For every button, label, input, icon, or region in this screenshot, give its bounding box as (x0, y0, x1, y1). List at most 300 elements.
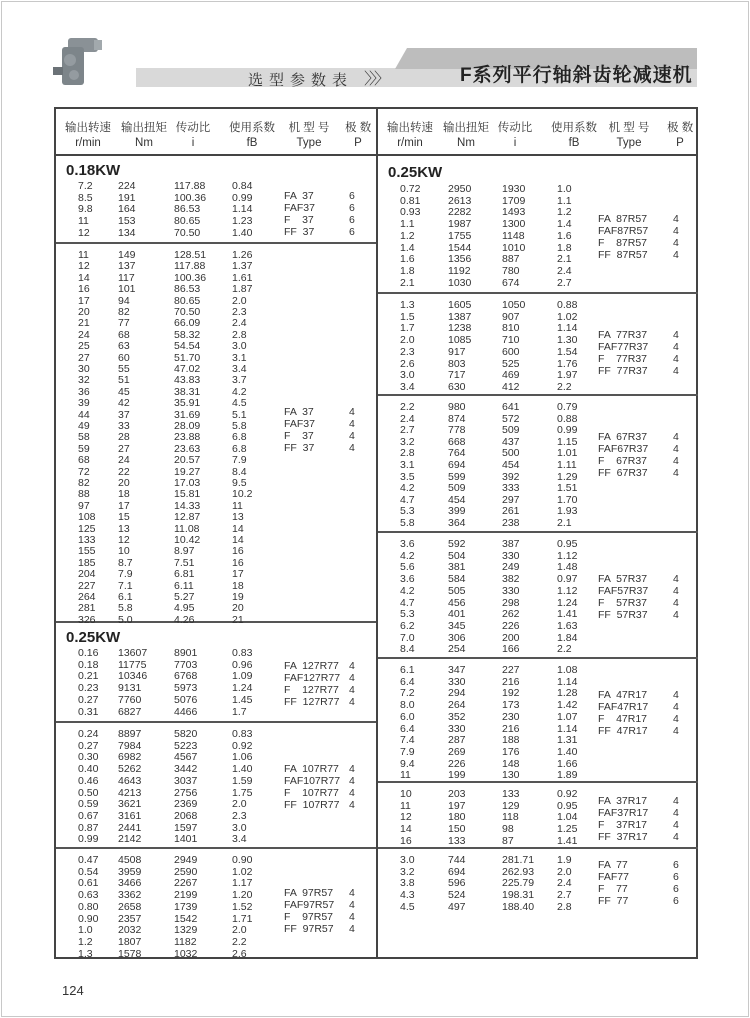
cell-torque: 3466 (118, 877, 142, 890)
header-type-label: 机 型 号 (288, 122, 330, 134)
power-group (56, 849, 376, 959)
cell-service-factor: 1.40 (557, 745, 578, 758)
model-type: F 127R77 (284, 684, 339, 696)
cell-speed: 16 (78, 283, 90, 296)
model-type: FAF107R77 (284, 775, 341, 787)
cell-ratio: 86.53 (174, 203, 201, 216)
model-type: F 67R37 (598, 455, 648, 467)
cell-speed: 3.6 (400, 538, 415, 550)
cell-service-factor: 1.26 (232, 249, 253, 261)
cell-service-factor: 1.04 (557, 811, 578, 824)
model-poles: 4 (673, 831, 679, 843)
model-type: FA 67R37 (598, 431, 648, 443)
cell-speed: 4.2 (400, 549, 415, 562)
cell-service-factor: 4.2 (232, 385, 247, 398)
model-type: FF 77 (598, 895, 629, 907)
cell-service-factor: 2.6 (232, 947, 247, 960)
cell-speed: 0.23 (78, 682, 99, 695)
cell-service-factor: 2.0 (557, 865, 572, 878)
cell-service-factor: 16 (232, 545, 244, 558)
cell-torque: 226 (448, 757, 466, 770)
cell-speed: 2.3 (400, 345, 415, 358)
cell-ratio: 261 (502, 505, 520, 518)
cell-service-factor: 1.76 (557, 357, 578, 370)
model-poles: 4 (349, 696, 355, 708)
cell-speed: 3.0 (400, 854, 415, 866)
model-type: F 37R17 (598, 819, 648, 831)
cell-torque: 287 (448, 734, 466, 747)
cell-service-factor: 1.24 (557, 596, 578, 609)
cell-ratio: 166 (502, 643, 520, 656)
model-poles: 6 (349, 202, 355, 214)
cell-service-factor: 1.63 (557, 619, 578, 632)
model-poles: 4 (673, 701, 679, 713)
cell-ratio: 28.09 (174, 420, 201, 432)
cell-torque: 101 (118, 283, 136, 296)
cell-torque: 1987 (448, 218, 472, 231)
cell-speed: 0.31 (78, 705, 99, 718)
cell-ratio: 1597 (174, 821, 198, 834)
cell-service-factor: 1.11 (557, 459, 577, 471)
cell-torque: 42 (118, 397, 130, 410)
model-type: FF 127R77 (284, 696, 340, 708)
cell-ratio: 382 (502, 573, 520, 586)
cell-torque: 5.0 (118, 613, 133, 626)
cell-torque: 180 (448, 811, 466, 824)
cell-speed: 1.5 (400, 310, 415, 323)
cell-torque: 37 (118, 408, 130, 421)
cell-ratio: 58.32 (174, 328, 201, 341)
cell-service-factor: 1.20 (232, 889, 253, 902)
cell-speed: 0.27 (78, 693, 99, 706)
cell-service-factor: 1.66 (557, 757, 578, 770)
header-service-factor-label: 使用系数 (551, 122, 597, 134)
model-type: FF 37 (284, 442, 315, 454)
model-poles: 4 (673, 213, 679, 225)
cell-service-factor: 6.8 (232, 431, 247, 444)
model-type: FA 97R57 (284, 887, 334, 899)
cell-ratio: 8901 (174, 647, 198, 659)
cell-ratio: 1010 (502, 241, 526, 254)
cell-service-factor: 1.1 (557, 194, 572, 207)
cell-service-factor: 0.95 (557, 538, 578, 550)
model-type: FF 97R57 (284, 923, 334, 935)
cell-torque: 504 (448, 549, 466, 562)
cell-service-factor: 0.83 (232, 647, 253, 659)
cell-torque: 10 (118, 545, 130, 558)
cell-speed: 7.2 (400, 687, 415, 700)
header-service-factor-label: 使用系数 (229, 122, 275, 134)
power-group (56, 723, 376, 849)
cell-speed: 0.24 (78, 728, 99, 740)
gear-reducer-image (50, 35, 110, 87)
model-type: FA 37 (284, 406, 314, 418)
cell-ratio: 907 (502, 310, 520, 323)
cell-speed: 4.2 (400, 482, 415, 495)
cell-speed: 12 (78, 226, 90, 239)
cell-service-factor: 18 (232, 579, 244, 592)
cell-service-factor: 3.0 (232, 821, 247, 834)
cell-torque: 454 (448, 493, 466, 506)
header-poles-unit: P (676, 137, 684, 149)
model-type: FAF77 (598, 871, 629, 883)
header-torque-label: 输出扭矩 (121, 122, 167, 134)
cell-torque: 2441 (118, 821, 142, 834)
cell-service-factor: 1.25 (557, 823, 578, 836)
cell-ratio: 47.02 (174, 363, 201, 375)
cell-ratio: 23.88 (174, 431, 201, 444)
cell-torque: 1578 (118, 947, 142, 960)
cell-torque: 28 (118, 431, 130, 444)
cell-ratio: 297 (502, 493, 520, 506)
cell-speed: 0.50 (78, 786, 99, 799)
cell-service-factor: 1.42 (557, 699, 578, 712)
cell-speed: 30 (78, 363, 90, 375)
cell-service-factor: 0.84 (232, 180, 253, 192)
model-poles: 4 (673, 431, 679, 443)
cell-torque: 497 (448, 900, 466, 913)
header-poles-label: 极 数 (345, 122, 372, 134)
model-type: FA 77 (598, 859, 628, 871)
cell-ratio: 8.97 (174, 545, 195, 558)
cell-ratio: 200 (502, 631, 520, 644)
cell-speed: 4.3 (400, 889, 415, 902)
cell-torque: 197 (448, 799, 466, 812)
model-type: F 77R37 (598, 353, 648, 365)
cell-speed: 3.0 (400, 369, 415, 382)
cell-ratio: 11.08 (174, 522, 200, 535)
cell-ratio: 66.09 (174, 317, 201, 330)
cell-ratio: 262.93 (502, 865, 535, 878)
cell-service-factor: 0.88 (557, 299, 578, 311)
cell-torque: 294 (448, 687, 466, 700)
cell-speed: 4.7 (400, 493, 415, 506)
cell-service-factor: 1.7 (232, 705, 247, 718)
power-group (56, 623, 376, 723)
model-poles: 4 (349, 775, 355, 787)
cell-torque: 13 (118, 522, 130, 535)
model-poles: 6 (349, 214, 355, 226)
cell-torque: 1807 (118, 935, 142, 948)
cell-speed: 227 (78, 579, 96, 592)
model-poles: 4 (349, 787, 355, 799)
cell-ratio: 887 (502, 253, 520, 266)
model-poles: 4 (349, 672, 355, 684)
model-type: F 37 (284, 214, 314, 226)
cell-speed: 21 (78, 317, 90, 330)
cell-service-factor: 1.70 (557, 493, 578, 506)
model-poles: 4 (673, 573, 679, 585)
cell-ratio: 35.91 (174, 397, 201, 410)
cell-speed: 9.4 (400, 757, 415, 770)
cell-torque: 3959 (118, 865, 142, 878)
cell-speed: 49 (78, 420, 90, 432)
cell-speed: 6.4 (400, 675, 415, 688)
model-poles: 4 (349, 406, 355, 418)
cell-speed: 1.8 (400, 264, 415, 277)
cell-speed: 0.61 (78, 877, 99, 890)
cell-torque: 694 (448, 865, 466, 878)
cell-torque: 2032 (118, 924, 142, 937)
cell-service-factor: 1.37 (232, 260, 253, 273)
cell-ratio: 5.27 (174, 591, 195, 603)
cell-torque: 134 (118, 226, 136, 239)
cell-torque: 980 (448, 401, 466, 413)
cell-torque: 599 (448, 470, 466, 483)
cell-speed: 6.2 (400, 619, 415, 632)
model-type: FAF57R37 (598, 585, 649, 597)
cell-ratio: 333 (502, 482, 520, 495)
cell-ratio: 38.31 (174, 385, 201, 398)
cell-torque: 509 (448, 482, 466, 495)
cell-ratio: 6.11 (174, 579, 194, 592)
cell-service-factor: 1.14 (232, 203, 253, 216)
cell-torque: 347 (448, 664, 466, 676)
cell-service-factor: 2.4 (557, 264, 572, 277)
cell-service-factor: 2.8 (232, 328, 247, 341)
cell-speed: 8.0 (400, 699, 415, 712)
cell-speed: 0.87 (78, 821, 99, 834)
cell-service-factor: 6.8 (232, 442, 247, 455)
model-poles: 4 (349, 418, 355, 430)
cell-torque: 8897 (118, 728, 142, 740)
model-type: FA 77R37 (598, 329, 648, 341)
cell-service-factor: 0.92 (557, 788, 578, 800)
cell-ratio: 1542 (174, 912, 198, 925)
cell-service-factor: 1.41 (557, 608, 578, 621)
cell-speed: 0.67 (78, 809, 99, 822)
model-type: F 97R57 (284, 911, 334, 923)
cell-torque: 330 (448, 675, 466, 688)
cell-torque: 33 (118, 420, 130, 432)
cell-service-factor: 1.84 (557, 631, 578, 644)
cell-service-factor: 1.89 (557, 769, 578, 782)
model-poles: 4 (673, 609, 679, 621)
model-type: FAF37 (284, 418, 315, 430)
cell-speed: 0.54 (78, 865, 99, 878)
cell-speed: 3.6 (400, 573, 415, 586)
cell-torque: 505 (448, 584, 466, 597)
cell-torque: 4213 (118, 786, 142, 799)
cell-speed: 4.7 (400, 596, 415, 609)
model-type: FF 47R17 (598, 725, 648, 737)
power-group (378, 533, 698, 659)
cell-service-factor: 2.3 (232, 306, 247, 318)
cell-speed: 59 (78, 442, 90, 455)
cell-service-factor: 3.4 (232, 363, 247, 375)
cell-speed: 326 (78, 613, 96, 626)
cell-speed: 2.6 (400, 357, 415, 370)
cell-torque: 153 (118, 215, 136, 228)
cell-torque: 27 (118, 442, 130, 455)
cell-ratio: 216 (502, 722, 520, 735)
model-type: FF 77R37 (598, 365, 648, 377)
model-poles: 4 (349, 911, 355, 923)
cell-service-factor: 17 (232, 568, 244, 581)
cell-service-factor: 9.5 (232, 477, 247, 489)
table-left-half (56, 156, 376, 959)
model-type: F 87R57 (598, 237, 648, 249)
cell-speed: 39 (78, 397, 90, 410)
cell-torque: 1544 (448, 241, 472, 254)
cell-torque: 51 (118, 374, 130, 387)
cell-service-factor: 2.7 (557, 276, 572, 289)
cell-torque: 9131 (118, 682, 142, 695)
cell-torque: 592 (448, 538, 466, 550)
model-type: F 77 (598, 883, 628, 895)
cell-service-factor: 2.4 (557, 877, 572, 890)
model-poles: 4 (673, 455, 679, 467)
model-type: FA 107R77 (284, 763, 339, 775)
cell-speed: 0.21 (78, 670, 99, 683)
cell-service-factor: 10.2 (232, 488, 253, 501)
cell-ratio: 392 (502, 470, 520, 483)
chevrons-icon: 〉〉〉 (364, 71, 388, 88)
cell-torque: 1755 (448, 229, 472, 242)
cell-service-factor: 1.8 (557, 241, 572, 254)
cell-ratio: 281.71 (502, 854, 535, 866)
header-torque-unit: Nm (457, 137, 475, 149)
cell-speed: 185 (78, 556, 96, 569)
cell-ratio: 87 (502, 834, 514, 847)
cell-torque: 264 (448, 699, 466, 712)
cell-torque: 6.1 (118, 591, 133, 603)
cell-torque: 199 (448, 769, 466, 782)
cell-ratio: 117.88 (174, 180, 206, 192)
cell-ratio: 1401 (174, 833, 198, 846)
model-poles: 4 (349, 899, 355, 911)
cell-speed: 264 (78, 591, 96, 603)
cell-speed: 0.40 (78, 763, 99, 776)
model-type: FF 57R37 (598, 609, 648, 621)
power-heading: 0.25KW (66, 629, 121, 646)
cell-ratio: 437 (502, 435, 520, 448)
cell-torque: 3621 (118, 798, 142, 811)
cell-torque: 803 (448, 357, 466, 370)
cell-ratio: 674 (502, 276, 520, 289)
cell-torque: 22 (118, 465, 130, 478)
cell-service-factor: 1.2 (557, 206, 572, 219)
cell-ratio: 118 (502, 811, 519, 824)
cell-ratio: 188 (502, 734, 520, 747)
cell-torque: 3362 (118, 889, 142, 902)
model-poles: 4 (673, 807, 679, 819)
model-type: FAF127R77 (284, 672, 341, 684)
cell-ratio: 7.51 (174, 556, 195, 569)
cell-ratio: 192 (502, 687, 520, 700)
cell-speed: 1.2 (400, 229, 415, 242)
cell-torque: 12 (118, 534, 130, 546)
cell-speed: 0.18 (78, 658, 99, 671)
model-type: FA 37R17 (598, 795, 648, 807)
cell-torque: 7760 (118, 693, 142, 706)
power-heading: 0.25KW (388, 164, 443, 181)
cell-service-factor: 16 (232, 556, 244, 569)
cell-ratio: 128.51 (174, 249, 207, 261)
cell-service-factor: 1.08 (557, 664, 578, 676)
model-type: FAF77R37 (598, 341, 649, 353)
model-poles: 4 (349, 887, 355, 899)
cell-torque: 4643 (118, 774, 142, 787)
cell-service-factor: 1.51 (557, 482, 578, 495)
model-poles: 6 (673, 895, 679, 907)
cell-service-factor: 0.97 (557, 573, 578, 586)
cell-speed: 4.5 (400, 900, 415, 913)
cell-service-factor: 2.2 (557, 643, 572, 656)
cell-speed: 5.3 (400, 608, 415, 621)
cell-service-factor: 1.30 (557, 334, 578, 347)
cell-ratio: 117.88 (174, 260, 206, 273)
model-poles: 4 (673, 341, 679, 353)
cell-service-factor: 8.4 (232, 465, 247, 478)
cell-torque: 401 (448, 608, 466, 621)
cell-ratio: 5820 (174, 728, 198, 740)
cell-speed: 0.81 (400, 194, 421, 207)
cell-service-factor: 14 (232, 522, 244, 535)
cell-torque: 117 (118, 271, 135, 284)
cell-ratio: 1182 (174, 935, 197, 948)
model-poles: 6 (349, 226, 355, 238)
cell-speed: 0.27 (78, 739, 99, 752)
cell-torque: 717 (448, 369, 466, 382)
power-group (378, 294, 698, 396)
cell-service-factor: 1.97 (557, 369, 578, 382)
cell-service-factor: 1.41 (557, 834, 578, 847)
cell-ratio: 2590 (174, 865, 198, 878)
cell-speed: 6.4 (400, 722, 415, 735)
cell-torque: 2613 (448, 194, 472, 207)
model-type: F 57R37 (598, 597, 648, 609)
cell-speed: 72 (78, 465, 90, 478)
cell-ratio: 5223 (174, 739, 198, 752)
cell-service-factor: 1.02 (557, 310, 578, 323)
cell-ratio: 1709 (502, 194, 526, 207)
cell-torque: 137 (118, 260, 136, 273)
cell-service-factor: 3.0 (232, 340, 247, 353)
cell-service-factor: 1.28 (557, 687, 578, 700)
cell-speed: 12 (78, 260, 90, 273)
cell-service-factor: 1.12 (557, 584, 578, 597)
cell-service-factor: 1.12 (557, 549, 578, 562)
cell-torque: 94 (118, 294, 130, 307)
cell-service-factor: 1.14 (557, 322, 578, 335)
cell-speed: 6.0 (400, 710, 415, 723)
model-poles: 4 (349, 430, 355, 442)
cell-torque: 191 (118, 191, 136, 204)
cell-ratio: 31.69 (174, 408, 201, 421)
cell-ratio: 173 (502, 699, 520, 712)
cell-torque: 694 (448, 459, 466, 471)
cell-speed: 11 (400, 799, 411, 812)
cell-service-factor: 0.88 (557, 412, 578, 425)
model-poles: 4 (673, 597, 679, 609)
cell-speed: 1.0 (78, 924, 93, 937)
cell-service-factor: 1.31 (557, 734, 578, 747)
cell-service-factor: 2.1 (557, 517, 572, 529)
cell-speed: 1.3 (400, 299, 415, 311)
cell-torque: 269 (448, 745, 466, 758)
cell-torque: 5262 (118, 763, 142, 776)
cell-speed: 82 (78, 477, 90, 489)
model-poles: 4 (673, 713, 679, 725)
cell-torque: 2950 (448, 183, 472, 195)
cell-service-factor: 1.14 (557, 675, 578, 688)
cell-ratio: 6.81 (174, 568, 195, 581)
cell-ratio: 148 (502, 757, 520, 770)
cell-torque: 60 (118, 351, 130, 364)
model-poles: 4 (349, 442, 355, 454)
model-type: FAF37R17 (598, 807, 649, 819)
